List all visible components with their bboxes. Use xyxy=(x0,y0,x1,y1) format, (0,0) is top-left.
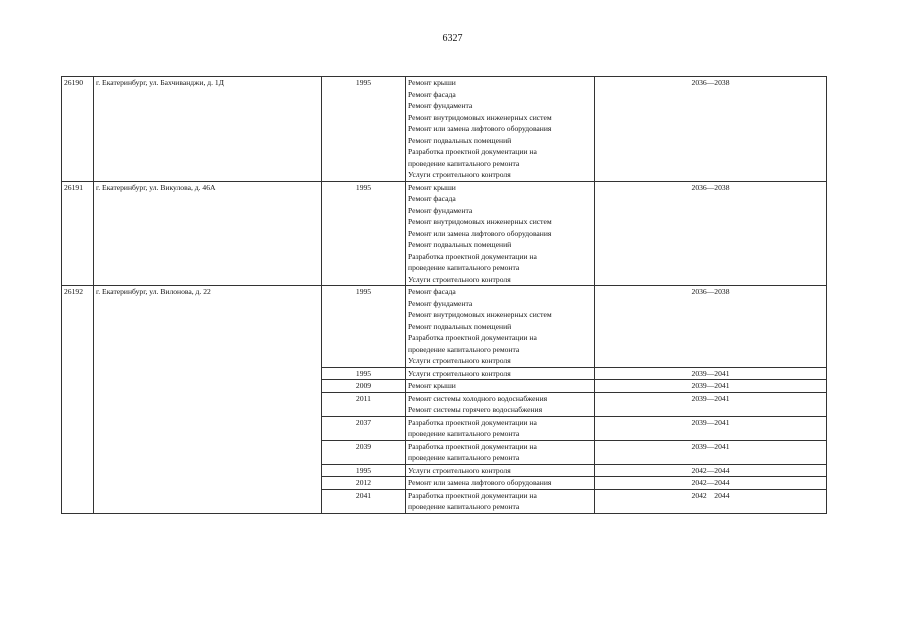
work-item: Разработка проектной документации на xyxy=(408,490,537,500)
period-cell: 2039—2041 xyxy=(595,392,827,416)
works-cell xyxy=(406,181,595,286)
work-item: Услуги строительного контроля xyxy=(408,465,511,475)
works-cell xyxy=(406,464,595,477)
work-item: Ремонт внутридомовых инженерных систем xyxy=(408,217,552,226)
table-row xyxy=(62,286,827,368)
table-body xyxy=(62,77,827,514)
house-address: г. Екатеринбург, ул. Вилонова, д. 22 xyxy=(94,286,322,514)
year-cell: 2041 xyxy=(322,489,406,513)
year-cell: 1995 xyxy=(322,367,406,380)
work-item: Разработка проектной документации на xyxy=(408,441,537,451)
work-item: Разработка проектной документации на xyxy=(408,417,537,427)
table-row xyxy=(62,181,827,286)
work-item: Ремонт фасада xyxy=(408,89,456,99)
works-cell xyxy=(406,477,595,490)
work-item: Ремонт крыши xyxy=(408,381,456,390)
works-cell xyxy=(406,77,595,182)
work-item: Ремонт внутридомовых инженерных систем xyxy=(408,112,552,122)
work-item: Услуги строительного контроля xyxy=(408,170,511,179)
work-item: Разработка проектной документации на xyxy=(408,333,537,342)
year-cell: 1995 xyxy=(322,286,406,368)
house-id: 26190 xyxy=(62,77,94,182)
period-cell: 2039—2041 xyxy=(595,367,827,380)
work-item: Ремонт системы холодного водоснабжения xyxy=(408,393,548,403)
period-cell: 2036—2038 xyxy=(595,181,827,286)
work-item: Услуги строительного контроля xyxy=(408,356,511,365)
work-item: Ремонт крыши xyxy=(408,78,456,87)
works-cell xyxy=(406,367,595,380)
work-item: Ремонт или замена лифтового оборудования xyxy=(408,478,552,487)
works-cell xyxy=(406,380,595,393)
year-cell: 1995 xyxy=(322,464,406,477)
house-id: 26191 xyxy=(62,181,94,286)
work-item: Ремонт подвальных помещений xyxy=(408,321,512,331)
work-item: Ремонт или замена лифтового оборудования xyxy=(408,124,552,133)
work-item: проведение капитального ремонта xyxy=(408,453,520,462)
house-id: 26192 xyxy=(62,286,94,514)
work-item: проведение капитального ремонта xyxy=(408,263,520,272)
work-item: проведение капитального ремонта xyxy=(408,502,520,511)
year-cell: 2011 xyxy=(322,392,406,416)
year-cell: 1995 xyxy=(322,181,406,286)
work-item: проведение капитального ремонта xyxy=(408,344,520,354)
capital-repair-table xyxy=(61,76,827,514)
house-address: г. Екатеринбург, ул. Бахчиванджи, д. 1Д xyxy=(94,77,322,182)
work-item: Ремонт подвальных помещений xyxy=(408,135,512,145)
work-item: Ремонт фасада xyxy=(408,194,456,203)
works-cell xyxy=(406,489,595,513)
work-item: Услуги строительного контроля xyxy=(408,368,511,378)
page-number: 6327 xyxy=(442,33,463,44)
work-item: Ремонт фундамента xyxy=(408,101,473,110)
work-item: Ремонт фундамента xyxy=(408,205,473,215)
work-item: Ремонт фасада xyxy=(408,287,456,296)
works-cell xyxy=(406,286,595,368)
period-cell: 2039—2041 xyxy=(595,380,827,393)
work-item: Ремонт внутридомовых инженерных систем xyxy=(408,310,552,319)
work-item: проведение капитального ремонта xyxy=(408,158,520,168)
period-cell: 2042—2044 xyxy=(595,464,827,477)
house-address: г. Екатеринбург, ул. Викулова, д. 46А xyxy=(94,181,322,286)
work-item: Ремонт системы горячего водоснабжения xyxy=(408,405,543,414)
period-cell: 2042—2044 xyxy=(595,477,827,490)
works-cell xyxy=(406,440,595,464)
period-cell: 2042 2044 xyxy=(595,489,827,513)
table-row xyxy=(62,77,827,182)
period-cell: 2039—2041 xyxy=(595,440,827,464)
year-cell: 2039 xyxy=(322,440,406,464)
period-cell: 2039—2041 xyxy=(595,416,827,440)
work-item: Ремонт или замена лифтового оборудования xyxy=(408,228,552,238)
works-cell xyxy=(406,416,595,440)
year-cell: 2012 xyxy=(322,477,406,490)
works-cell xyxy=(406,392,595,416)
period-cell: 2036—2038 xyxy=(595,77,827,182)
work-item: Разработка проектной документации на xyxy=(408,147,537,156)
year-cell: 2037 xyxy=(322,416,406,440)
work-item: Ремонт подвальных помещений xyxy=(408,240,512,249)
work-item: Ремонт крыши xyxy=(408,182,456,192)
work-item: Ремонт фундамента xyxy=(408,298,473,308)
work-item: Услуги строительного контроля xyxy=(408,274,511,284)
year-cell: 1995 xyxy=(322,77,406,182)
period-cell: 2036—2038 xyxy=(595,286,827,368)
work-item: Разработка проектной документации на xyxy=(408,251,537,261)
work-item: проведение капитального ремонта xyxy=(408,429,520,438)
year-cell: 2009 xyxy=(322,380,406,393)
